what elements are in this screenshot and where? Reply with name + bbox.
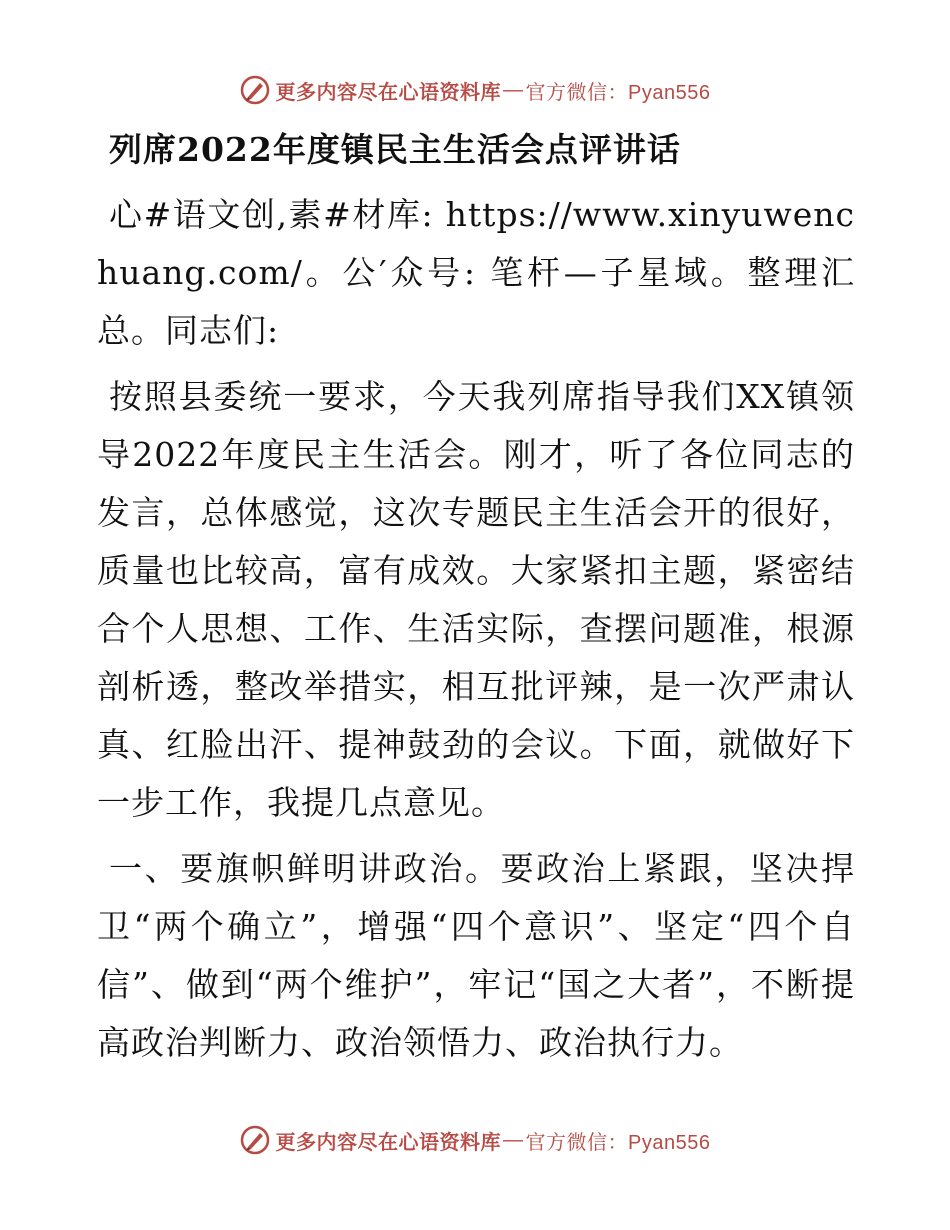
document-body <box>97 122 855 1072</box>
paragraph-source: 心#语文创,素#材库: https://www.xinyuwenchuang.com/。公′众号: 笔杆—子星域。整理汇总。同志们: <box>97 195 855 350</box>
pen-logo-icon <box>240 1125 270 1155</box>
watermark-header <box>0 70 950 110</box>
watermark-brand: 更多内容尽在心语资料库 <box>275 1131 502 1154</box>
watermark-brand: 更多内容尽在心语资料库 <box>275 81 502 104</box>
watermark-footer <box>0 1120 950 1160</box>
watermark-wechat: 官方微信：Pyan556 <box>525 81 711 104</box>
paragraph-point-one: 一、要旗帜鲜明讲政治。要政治上紧跟，坚决捍卫“两个确立”，增强“四个意识”、坚定“四个自信”、做到“两个维护”，牢记“国之大者”，不断提高政治判断力、政治领悟力、政治执行力。 <box>97 849 855 1062</box>
document-title: 列席2022年度镇民主生活会点评讲话 <box>109 130 681 169</box>
paragraph-opening: 按照县委统一要求，今天我列席指导我们XX镇领导2022年度民主生活会。刚才，听了各位同志的发言，总体感觉，这次专题民主生活会开的很好，质量也比较高，富有成效。大家紧扣主题，紧密结合个人思想、工作、生活实际，查摆问题准，根源剖析透，整改举措实，相互批评辣，是一次严肃认真、红脸出汗、提神鼓劲的会议。下面，就做好下一步工作，我提几点意见。 <box>97 377 855 822</box>
pen-logo-icon <box>240 75 270 105</box>
watermark-wechat: 官方微信：Pyan556 <box>525 1131 711 1154</box>
watermark-separator: — <box>503 1128 524 1151</box>
watermark-separator: — <box>503 78 524 101</box>
